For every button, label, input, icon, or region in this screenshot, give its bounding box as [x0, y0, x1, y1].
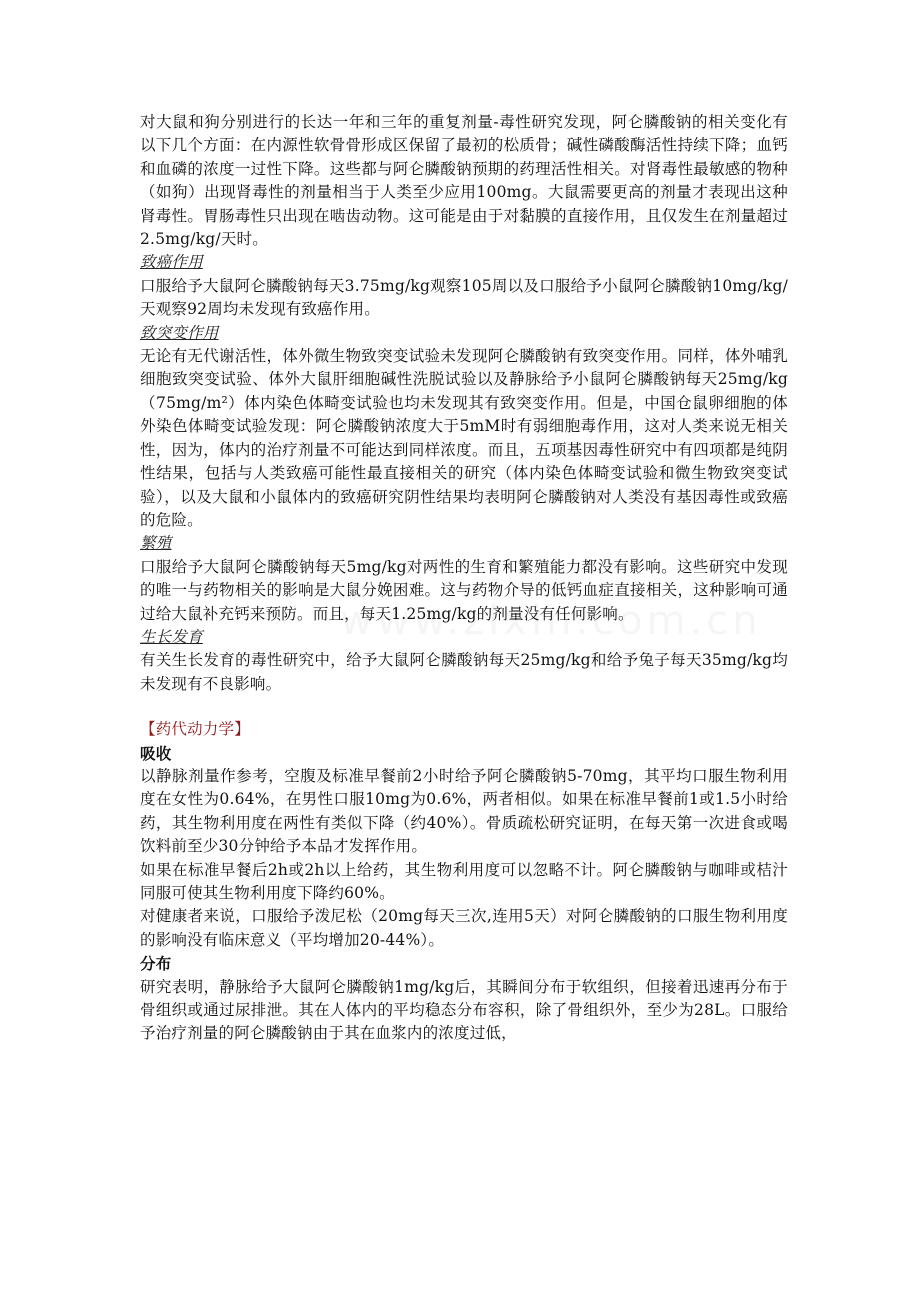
- absorption-paragraph-1: 以静脉剂量作参考，空腹及标准早餐前2小时给予阿仑膦酸钠5-70mg，其平均口服生物利用度在女性为0.64%，在男性口服10mg为0.6%，两者相似。如果在标准早餐前1或1.5小时给药，其生物利用度在两性有类似下降（约40%）。骨质疏松研究证明，在每天第一次进食或喝饮料前至少30分钟给予本品才发挥作用。: [140, 766, 788, 856]
- carcinogenicity-heading: 致癌作用: [140, 253, 203, 272]
- reproduction-paragraph: 口服给予大鼠阿仑膦酸钠每天5mg/kg对两性的生育和繁殖能力都没有影响。这些研究中发现的唯一与药物相关的影响是大鼠分娩困难。这与药物介导的低钙血症直接相关，这种影响可通过给大鼠补充钙来预防。而且，每天1.25mg/kg的剂量没有任何影响。: [140, 557, 788, 623]
- mutagenicity-heading: 致突变作用: [140, 323, 219, 342]
- absorption-paragraph-3: 对健康者来说，口服给予泼尼松（20mg每天三次,连用5天）对阿仑膦酸钠的口服生物利用度的影响没有临床意义（平均增加20-44%）。: [140, 907, 788, 949]
- carcinogenicity-paragraph: 口服给予大鼠阿仑膦酸钠每天3.75mg/kg观察105周以及口服给予小鼠阿仑膦酸钠10mg/kg/天观察92周均未发现有致癌作用。: [140, 276, 788, 319]
- reproduction-heading: 繁殖: [140, 534, 172, 553]
- section-spacer: [140, 696, 788, 718]
- toxicity-paragraph: 对大鼠和狗分别进行的长达一年和三年的重复剂量-毒性研究发现，阿仑膦酸钠的相关变化有以下几个方面：在内源性软骨骨形成区保留了最初的松质骨；碱性磷酸酶活性持续下降；血钙和血磷的浓度一过性下降。这些都与阿仑膦酸钠预期的药理活性相关。对肾毒性最敏感的物种（如狗）出现肾毒性的剂量相当于人类至少应用100mg。大鼠需要更高的剂量才表现出这种肾毒性。胃肠毒性只出现在啮齿动物。这可能是由于对黏膜的直接作用，且仅发生在剂量超过2.5mg/kg/天时。: [140, 113, 788, 249]
- document-body: [140, 111, 788, 1046]
- distribution-paragraph: 研究表明，静脉给予大鼠阿仑膦酸钠1mg/kg后，其瞬间分布于软组织，但接着迅速再分布于骨组织或通过尿排泄。其在人体内的平均稳态分布容积，除了骨组织外，至少为28L。口服给予治疗剂量的阿仑膦酸钠由于其在血浆内的浓度过低，: [140, 977, 788, 1043]
- growth-heading: 生长发育: [140, 627, 203, 646]
- mutagenicity-paragraph: 无论有无代谢活性，体外微生物致突变试验未发现阿仑膦酸钠有致突变作用。同样，体外哺乳细胞致突变试验、体外大鼠肝细胞碱性洗脱试验以及静脉给予小鼠阿仑膦酸钠每天25mg/kg（75mg/m²）体内染色体畸变试验也均未发现其有致突变作用。但是，中国仓鼠卵细胞的体外染色体畸变试验发现：阿仑膦酸钠浓度大于5mM时有弱细胞毒作用，这对人类来说无相关性，因为，体内的治疗剂量不可能达到同样浓度。而且，五项基因毒性研究中有四项都是纯阴性结果，包括与人类致癌可能性最直接相关的研究（体内染色体畸变试验和微生物致突变试验），以及大鼠和小鼠体内的致癌研究阴性结果均表明阿仑膦酸钠对人类没有基因毒性或致癌的危险。: [140, 347, 788, 529]
- absorption-paragraph-2: 如果在标准早餐后2h或2h以上给药，其生物利用度可以忽略不计。阿仑膦酸钠与咖啡或桔汁同服可使其生物利用度下降约60%。: [140, 860, 788, 902]
- pharmacokinetics-heading: 【药代动力学】: [140, 720, 250, 739]
- growth-paragraph: 有关生长发育的毒性研究中，给予大鼠阿仑膦酸钠每天25mg/kg和给予兔子每天35mg/kg均未发现有不良影响。: [140, 651, 788, 693]
- absorption-heading: 吸收: [140, 743, 172, 763]
- distribution-heading: 分布: [140, 954, 172, 974]
